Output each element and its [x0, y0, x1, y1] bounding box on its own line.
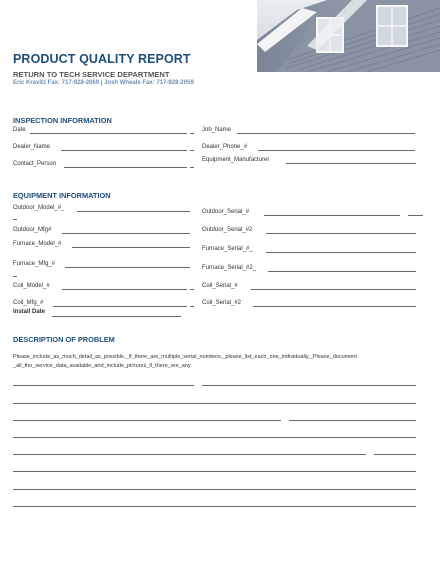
description-line[interactable]: [13, 437, 416, 438]
outdoor-mfg-label: Outdoor_Mfg#: [13, 227, 52, 233]
description-line[interactable]: [202, 385, 416, 386]
coil-serial2-label: Coil_Serial_#2: [202, 300, 242, 306]
dealer-name-label: Dealer_Name: [13, 144, 51, 150]
job-name-label: Job_Name: [202, 127, 232, 133]
outdoor-model-wrap-dash: [13, 219, 17, 220]
description-line[interactable]: [13, 420, 281, 421]
equipment-manufacturer-label: Equipment_Manufacturer: [202, 157, 270, 163]
install-date-field[interactable]: [52, 316, 181, 317]
dealer-name-field-end: [190, 150, 194, 151]
outdoor-serial2-label: Outdoor_Serial_#2: [202, 227, 253, 233]
coil-serial-field[interactable]: [251, 289, 416, 290]
description-line[interactable]: [13, 489, 416, 490]
furnace-mfg-label: Furnace_Mfg_#: [13, 261, 56, 267]
dealer-phone-field[interactable]: [258, 150, 415, 151]
furnace-serial2-field[interactable]: [268, 271, 416, 272]
report-title: PRODUCT QUALITY REPORT: [13, 52, 191, 66]
header-house-photo: [257, 0, 440, 72]
coil-mfg-field-end: [190, 306, 194, 307]
problem-instructions-line-2: _all_the_service_data_available_and_include_pictures_if_there_are_any.: [13, 363, 192, 369]
date-field-end: [190, 133, 194, 134]
date-field[interactable]: [30, 133, 187, 134]
outdoor-serial2-field[interactable]: [266, 233, 416, 234]
outdoor-serial-label: Outdoor_Serial_#: [202, 209, 250, 215]
problem-instructions-line-1: Please_include_as_much_detail_as_possible._If_there_are_multiple_serial_numbers,_please_list_each_one_individually._Please_document: [13, 354, 357, 360]
dealer-phone-label: Dealer_Phone_#: [202, 144, 248, 150]
equipment-heading: EQUIPMENT INFORMATION: [13, 191, 111, 200]
coil-model-field-end: [190, 289, 194, 290]
furnace-mfg-field[interactable]: [65, 267, 190, 268]
description-line[interactable]: [374, 454, 416, 455]
description-line[interactable]: [289, 420, 416, 421]
inspection-heading: INSPECTION INFORMATION: [13, 116, 112, 125]
furnace-serial-field[interactable]: [266, 252, 416, 253]
report-subtitle: RETURN TO TECH SERVICE DEPARTMENT: [13, 70, 170, 79]
description-line[interactable]: [13, 506, 416, 507]
job-name-field[interactable]: [237, 133, 415, 134]
coil-mfg-field[interactable]: [53, 306, 187, 307]
outdoor-serial-field[interactable]: [264, 215, 400, 216]
contact-person-field-end: [190, 167, 194, 168]
description-line[interactable]: [13, 471, 416, 472]
date-label: Date: [13, 127, 26, 133]
description-line[interactable]: [13, 454, 366, 455]
coil-serial-label: Coil_Serial_#: [202, 283, 238, 289]
description-line[interactable]: [13, 385, 194, 386]
outdoor-mfg-field[interactable]: [62, 233, 190, 234]
coil-model-field[interactable]: [62, 289, 187, 290]
furnace-mfg-wrap-dash: [13, 276, 17, 277]
coil-model-label: Coil_Model_#: [13, 283, 50, 289]
problem-heading: DESCRIPTION OF PROBLEM: [13, 335, 115, 344]
furnace-model-label: Furnace_Model_#: [13, 241, 62, 247]
contact-person-field[interactable]: [64, 167, 187, 168]
furnace-serial2-label: Furnace_Serial_#2_: [202, 265, 257, 271]
coil-serial2-field[interactable]: [253, 306, 416, 307]
dealer-name-field[interactable]: [61, 150, 187, 151]
fax-contacts: Eric Kravitz Fax: 717-928-2069 | Josh Wheale Fax: 717-928-2059: [13, 80, 194, 86]
furnace-serial-label: Furnace_Serial_#_: [202, 246, 253, 252]
equipment-manufacturer-field[interactable]: [286, 163, 416, 164]
coil-mfg-label: Coil_Mfg_#: [13, 300, 44, 306]
install-date-label: Install Date: [13, 309, 46, 315]
problem-instructions: [13, 353, 431, 371]
outdoor-serial-field-ext[interactable]: [408, 215, 423, 216]
contact-person-label: Contact_Person: [13, 161, 57, 167]
furnace-model-field[interactable]: [72, 247, 190, 248]
outdoor-model-label: Outdoor_Model_#_: [13, 205, 65, 211]
description-line[interactable]: [13, 403, 416, 404]
outdoor-model-field[interactable]: [77, 211, 190, 212]
